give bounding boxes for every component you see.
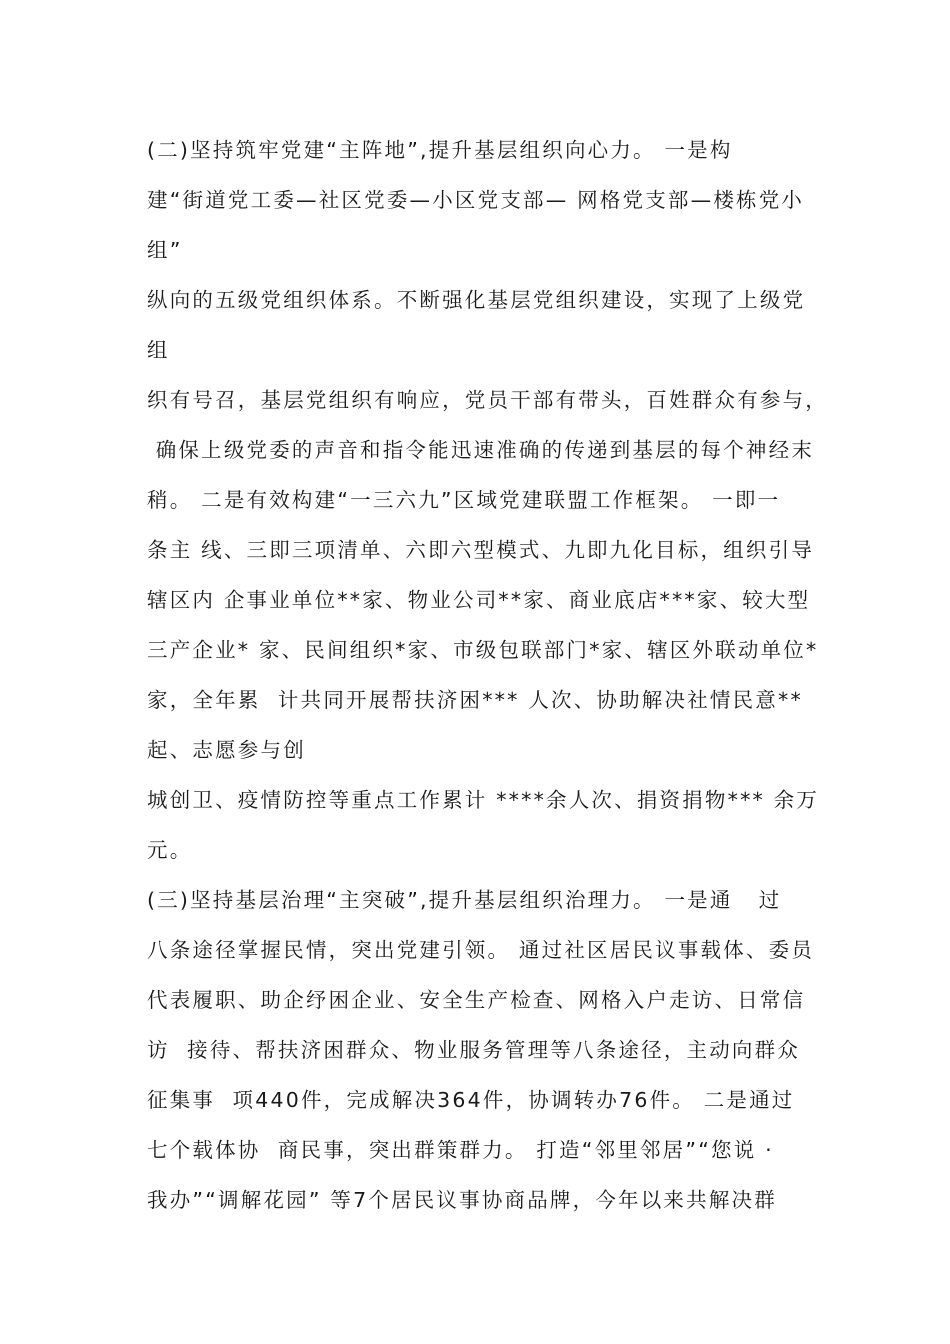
text-line: 城创卫、疫情防控等重点工作累计 ****余人次、捐资捐物*** 余万	[147, 788, 820, 812]
text-line: 元。	[147, 838, 193, 862]
text-line: 访 接待、帮扶济困群众、物业服务管理等八条途径，主动向群众	[147, 1038, 801, 1062]
text-line: 确保上级党委的声音和指令能迅速准确的传递到基层的每个神经末	[147, 438, 815, 462]
text-line: (三)坚持基层治理“主突破”,提升基层组织治理力。 一是通 过	[147, 888, 782, 912]
text-line: 组	[147, 338, 170, 362]
text-line: 七个载体协 商民事，突出群策群力。 打造“邻里邻居”“您说 ·	[147, 1138, 774, 1162]
text-line: 家，全年累 计共同开展帮扶济困*** 人次、协助解决社情民意**	[147, 688, 803, 712]
text-line: 条主 线、三即三项清单、六即六型模式、九即九化目标，组织引导	[147, 538, 815, 562]
text-line: 建“街道党工委—社区党委—小区党支部— 网格党支部—楼栋党小	[147, 188, 805, 212]
text-line: (二)坚持筑牢党建“主阵地”,提升基层组织向心力。 一是构	[147, 138, 733, 162]
text-line: 起、志愿参与创	[147, 738, 306, 762]
text-line: 辖区内 企事业单位**家、物业公司**家、商业底店***家、较大型	[147, 588, 811, 612]
text-line: 三产企业* 家、民间组织*家、市级包联部门*家、辖区外联动单位*	[147, 638, 819, 662]
text-line: 代表履职、助企纾困企业、安全生产检查、网格入户走访、日常信	[147, 988, 806, 1012]
text-line: 稍。 二是有效构建“一三六九”区域党建联盟工作框架。 一即一	[147, 488, 781, 512]
text-line: 八条途径掌握民情，突出党建引领。 通过社区居民议事载体、委员	[147, 938, 815, 962]
text-line: 我办”“调解花园” 等7个居民议事协商品牌，今年以来共解决群	[147, 1188, 777, 1212]
text-line: 织有号召，基层党组织有响应，党员干部有带头，百姓群众有参与，	[147, 388, 828, 412]
text-line: 征集事 项440件，完成解决364件，协调转办76件。 二是通过	[147, 1088, 795, 1112]
text-line: 组”	[147, 238, 183, 262]
text-line: 纵向的五级党组织体系。不断强化基层党组织建设，实现了上级党	[147, 288, 806, 312]
